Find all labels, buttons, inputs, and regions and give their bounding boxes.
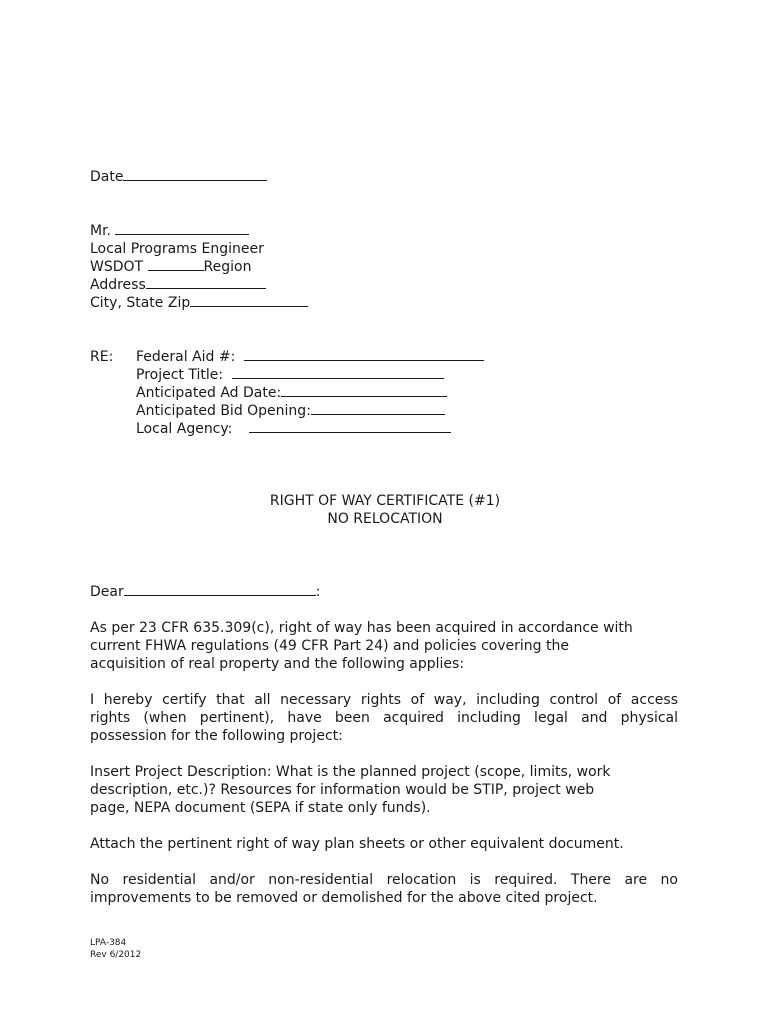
ad-date-line <box>136 384 447 402</box>
form-id: LPA-384 <box>90 938 127 948</box>
paragraph-1 <box>90 619 678 673</box>
local-agency-blank[interactable] <box>249 420 451 433</box>
paragraph-5 <box>90 871 678 907</box>
federal-aid-label: Federal Aid #: <box>136 349 236 365</box>
dear-blank[interactable] <box>124 583 316 596</box>
addressee-title: Local Programs Engineer <box>90 241 264 257</box>
addressee-name-line <box>90 222 249 240</box>
dear-colon: : <box>315 584 321 600</box>
date-blank[interactable] <box>123 168 267 181</box>
project-title-blank[interactable] <box>232 366 444 379</box>
city-line <box>90 294 308 312</box>
paragraph-2 <box>90 691 678 745</box>
paragraph-line: As per 23 CFR 635.309(c), right of way has been acquired in accordance with <box>90 620 633 636</box>
paragraph-line: rights (when pertinent), have been acquired including legal and physical <box>90 710 678 726</box>
re-label: RE: <box>90 349 114 365</box>
city-blank[interactable] <box>190 294 308 307</box>
paragraph-line: improvements to be removed or demolished for the above cited project. <box>90 890 598 906</box>
certificate-subtitle: NO RELOCATION <box>327 511 443 527</box>
federal-aid-line <box>136 348 484 366</box>
paragraph-line: description, etc.)? Resources for information would be STIP, project web <box>90 782 595 798</box>
ad-date-label: Anticipated Ad Date: <box>136 385 282 401</box>
paragraph-line: acquisition of real property and the following applies: <box>90 656 465 672</box>
addressee-region-line <box>90 258 251 276</box>
paragraph-line: No residential and/or non-residential relocation is required. There are no <box>90 872 678 888</box>
paragraph-line: possession for the following project: <box>90 728 343 744</box>
paragraph-3 <box>90 763 678 817</box>
ad-date-blank[interactable] <box>281 384 447 397</box>
paragraph-line: current FHWA regulations (49 CFR Part 24) and policies covering the <box>90 638 569 654</box>
bid-opening-blank[interactable] <box>311 402 445 415</box>
paragraph-4 <box>90 835 678 853</box>
form-revision: Rev 6/2012 <box>90 950 142 960</box>
region-blank[interactable] <box>148 258 204 271</box>
address-label: Address <box>90 277 146 293</box>
addressee-name-blank[interactable] <box>115 222 249 235</box>
org-prefix: WSDOT <box>90 259 144 275</box>
date-line <box>90 168 267 186</box>
dear-label: Dear <box>90 584 124 600</box>
project-title-line <box>136 366 444 384</box>
paragraph-line: I hereby certify that all necessary rights of way, including control of access <box>90 692 678 708</box>
bid-opening-line <box>136 402 445 420</box>
salutation: Mr. <box>90 223 111 239</box>
address-line <box>90 276 266 294</box>
paragraph-line: Insert Project Description: What is the planned project (scope, limits, work <box>90 764 611 780</box>
dear-line <box>90 583 320 601</box>
federal-aid-blank[interactable] <box>244 348 484 361</box>
project-title-label: Project Title: <box>136 367 224 383</box>
paragraph-line: page, NEPA document (SEPA if state only funds). <box>90 800 431 816</box>
city-label: City, State Zip <box>90 295 191 311</box>
local-agency-label: Local Agency: <box>136 421 233 437</box>
date-label: Date <box>90 169 124 185</box>
bid-opening-label: Anticipated Bid Opening: <box>136 403 311 419</box>
certificate-title: RIGHT OF WAY CERTIFICATE (#1) <box>269 493 501 509</box>
local-agency-line <box>136 420 451 438</box>
org-suffix: Region <box>203 259 252 275</box>
paragraph-line: Attach the pertinent right of way plan sheets or other equivalent document. <box>90 836 624 852</box>
address-blank[interactable] <box>146 276 266 289</box>
